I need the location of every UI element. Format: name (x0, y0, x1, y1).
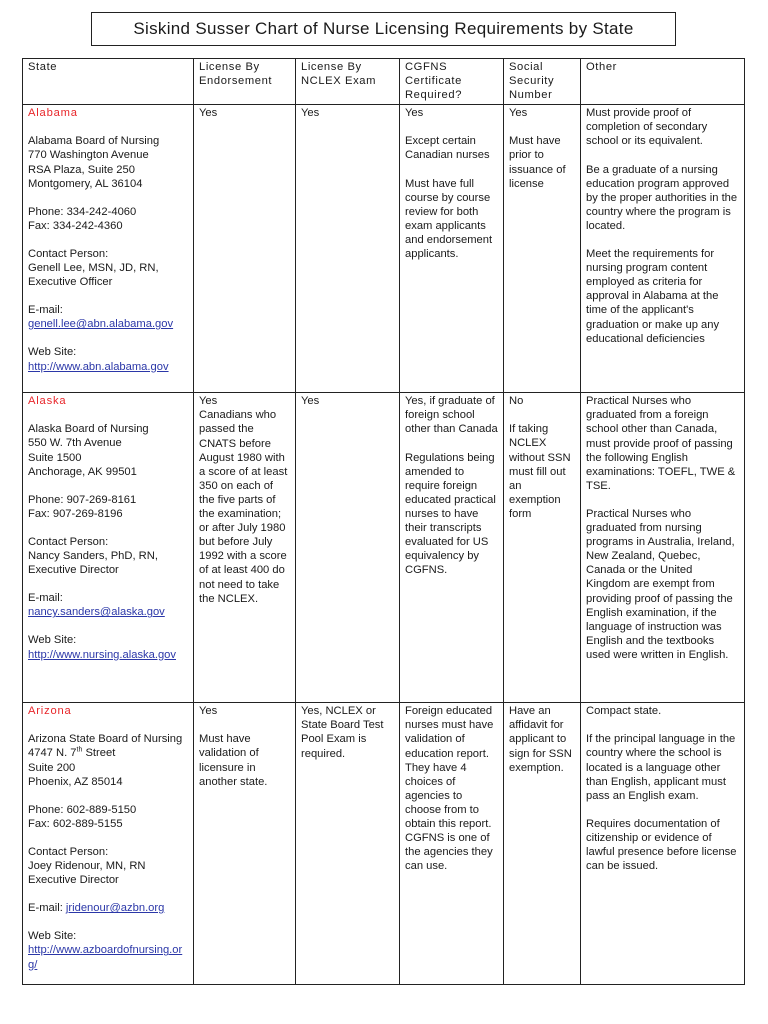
nclex-cell (296, 393, 400, 703)
street-suffix: th (76, 746, 83, 754)
other-cell (581, 703, 745, 985)
email-link[interactable]: nancy.sanders@alaska.gov (28, 606, 165, 619)
header-other: Other (581, 59, 745, 105)
other-text: Must provide proof of completion of secondary school or its equivalent. (586, 107, 708, 148)
website-link[interactable]: http://www.nursing.alaska.gov (28, 648, 176, 661)
board-address-line: Suite 200 (28, 761, 76, 774)
header-row (23, 59, 745, 105)
state-name: Arizona (28, 705, 72, 718)
contact-label: Contact Person: (28, 247, 109, 260)
website-link[interactable]: http://www.azboardofnursing.org/ (28, 944, 183, 971)
endorsement-text: Canadians who passed the CNATS before August 1980 with a score of at least 350 on each of the five parts of the examination; or after July 1980 but before July 1992 with a score of at least 400 do not need to take the NCLEX. (199, 409, 288, 605)
ssn-cell (504, 703, 581, 985)
ssn-text: Yes (509, 107, 528, 120)
header-ssn: Social Security Number (504, 59, 581, 105)
contact-person: Genell Lee, MSN, JD, RN, Executive Officer (28, 262, 159, 289)
phone: Phone: 907-269-8161 (28, 493, 137, 506)
endorsement-text: Yes (199, 705, 218, 718)
phone: Phone: 602-889-5150 (28, 803, 137, 816)
fax: Fax: 334-242-4360 (28, 219, 123, 232)
state-cell (23, 393, 194, 703)
licensing-requirements-table (22, 58, 745, 985)
header-state: State (23, 59, 194, 105)
board-address-line (28, 746, 188, 760)
board-address-line: RSA Plaza, Suite 250 (28, 163, 135, 176)
state-cell (23, 703, 194, 985)
contact-person: Nancy Sanders, PhD, RN, Executive Director (28, 550, 158, 577)
endorsement-cell (194, 105, 296, 393)
web-label: Web Site: (28, 346, 77, 359)
web-label: Web Site: (28, 634, 77, 647)
nclex-cell (296, 105, 400, 393)
page-title: Siskind Susser Chart of Nurse Licensing Requirements by State (91, 12, 676, 46)
ssn-text: No (509, 395, 524, 408)
nclex-text: Yes, NCLEX or State Board Test Pool Exam is required. (301, 705, 384, 760)
table-row (23, 393, 745, 703)
board-address-line: Montgomery, AL 36104 (28, 177, 143, 190)
board-address-line: 550 W. 7th Avenue (28, 437, 122, 450)
other-text: Practical Nurses who graduated from nursing programs in Australia, Ireland, New Zealand, Quebec, Canada or the United Kingdom are exempt from providing proof of passing the English examination, if the language of instruction was English and the textbooks used were written in English. (586, 507, 735, 661)
contact-label: Contact Person: (28, 845, 109, 858)
other-text: If the principal language in the country where the school is located is a language other than English, applicant must pass an English exam. (586, 733, 736, 802)
email-label: E-mail: (28, 304, 63, 317)
table-row (23, 105, 745, 393)
email-link[interactable]: genell.lee@abn.alabama.gov (28, 318, 174, 331)
email-label: E-mail: (28, 902, 63, 915)
cgfns-cell (400, 703, 504, 985)
endorsement-text: Must have validation of licensure in another state. (199, 733, 268, 788)
endorsement-cell (194, 703, 296, 985)
web-label: Web Site: (28, 930, 77, 943)
phone: Phone: 334-242-4060 (28, 205, 137, 218)
board-address-line: Suite 1500 (28, 451, 82, 464)
cgfns-text: Regulations being amended to require foreign educated practical nurses to have their transcripts evaluated for US equivalency by CGFNS. (405, 451, 496, 577)
cgfns-text: Yes, if graduate of foreign school other than Canada (405, 395, 498, 436)
board-address-line: 770 Washington Avenue (28, 149, 149, 162)
contact-person: Joey Ridenour, MN, RN Executive Director (28, 860, 146, 887)
email-label: E-mail: (28, 592, 63, 605)
endorsement-text: Yes (199, 107, 218, 120)
header-cgfns: CGFNS Certificate Required? (400, 59, 504, 105)
state-name: Alaska (28, 395, 67, 408)
ssn-text: If taking NCLEX without SSN must fill out an exemption form (509, 423, 571, 520)
website-link[interactable]: http://www.abn.alabama.gov (28, 360, 169, 373)
board-name: Alabama Board of Nursing (28, 135, 160, 148)
other-cell (581, 105, 745, 393)
nclex-text: Yes (301, 107, 320, 120)
board-address-line: Anchorage, AK 99501 (28, 465, 137, 478)
endorsement-cell (194, 393, 296, 703)
header-nclex: License By NCLEX Exam (296, 59, 400, 105)
street-name: Street (82, 747, 116, 760)
board-name: Alaska Board of Nursing (28, 423, 149, 436)
table-row (23, 703, 745, 985)
state-name: Alabama (28, 107, 78, 120)
nclex-cell (296, 703, 400, 985)
cgfns-cell (400, 105, 504, 393)
street-number: 4747 N. 7 (28, 747, 77, 760)
board-address-line: Phoenix, AZ 85014 (28, 775, 123, 788)
other-text: Be a graduate of a nursing education program approved by the proper authorities in the country where the program is located. (586, 163, 738, 232)
ssn-text: Have an affidavit for applicant to sign for SSN exemption. (509, 705, 572, 774)
nclex-text: Yes (301, 395, 320, 408)
fax: Fax: 907-269-8196 (28, 507, 123, 520)
header-endorsement: License By Endorsement (194, 59, 296, 105)
ssn-cell (504, 105, 581, 393)
cgfns-cell (400, 393, 504, 703)
cgfns-text: Yes (405, 107, 424, 120)
email-link[interactable]: jridenour@azbn.org (65, 902, 165, 915)
cgfns-text: Must have full course by course review for both exam applicants and endorsement applicants. (405, 177, 493, 261)
ssn-text: Must have prior to issuance of license (509, 135, 566, 190)
state-cell (23, 105, 194, 393)
other-cell (581, 393, 745, 703)
other-text: Practical Nurses who graduated from a foreign school other than Canada, must provide proof of passing the following English examinations: TOEFL, TWE & TSE. (586, 395, 736, 492)
contact-label: Contact Person: (28, 535, 109, 548)
endorsement-text: Yes (199, 395, 218, 408)
ssn-cell (504, 393, 581, 703)
cgfns-text: Except certain Canadian nurses (405, 135, 490, 162)
other-text: Requires documentation of citizenship or evidence of lawful presence before license can be issued. (586, 817, 737, 873)
board-name: Arizona State Board of Nursing (28, 733, 183, 746)
other-text: Meet the requirements for nursing program content employed as criteria for approval in Alabama at the time of the applicant's graduation or make up any educational deficiencies (586, 248, 720, 345)
other-text: Compact state. (586, 705, 662, 718)
cgfns-text: Foreign educated nurses must have validation of education report. They have 4 choices of agencies to choose from to obtain this report. CGFNS is one of the agencies they can use. (405, 705, 494, 873)
fax: Fax: 602-889-5155 (28, 817, 123, 830)
